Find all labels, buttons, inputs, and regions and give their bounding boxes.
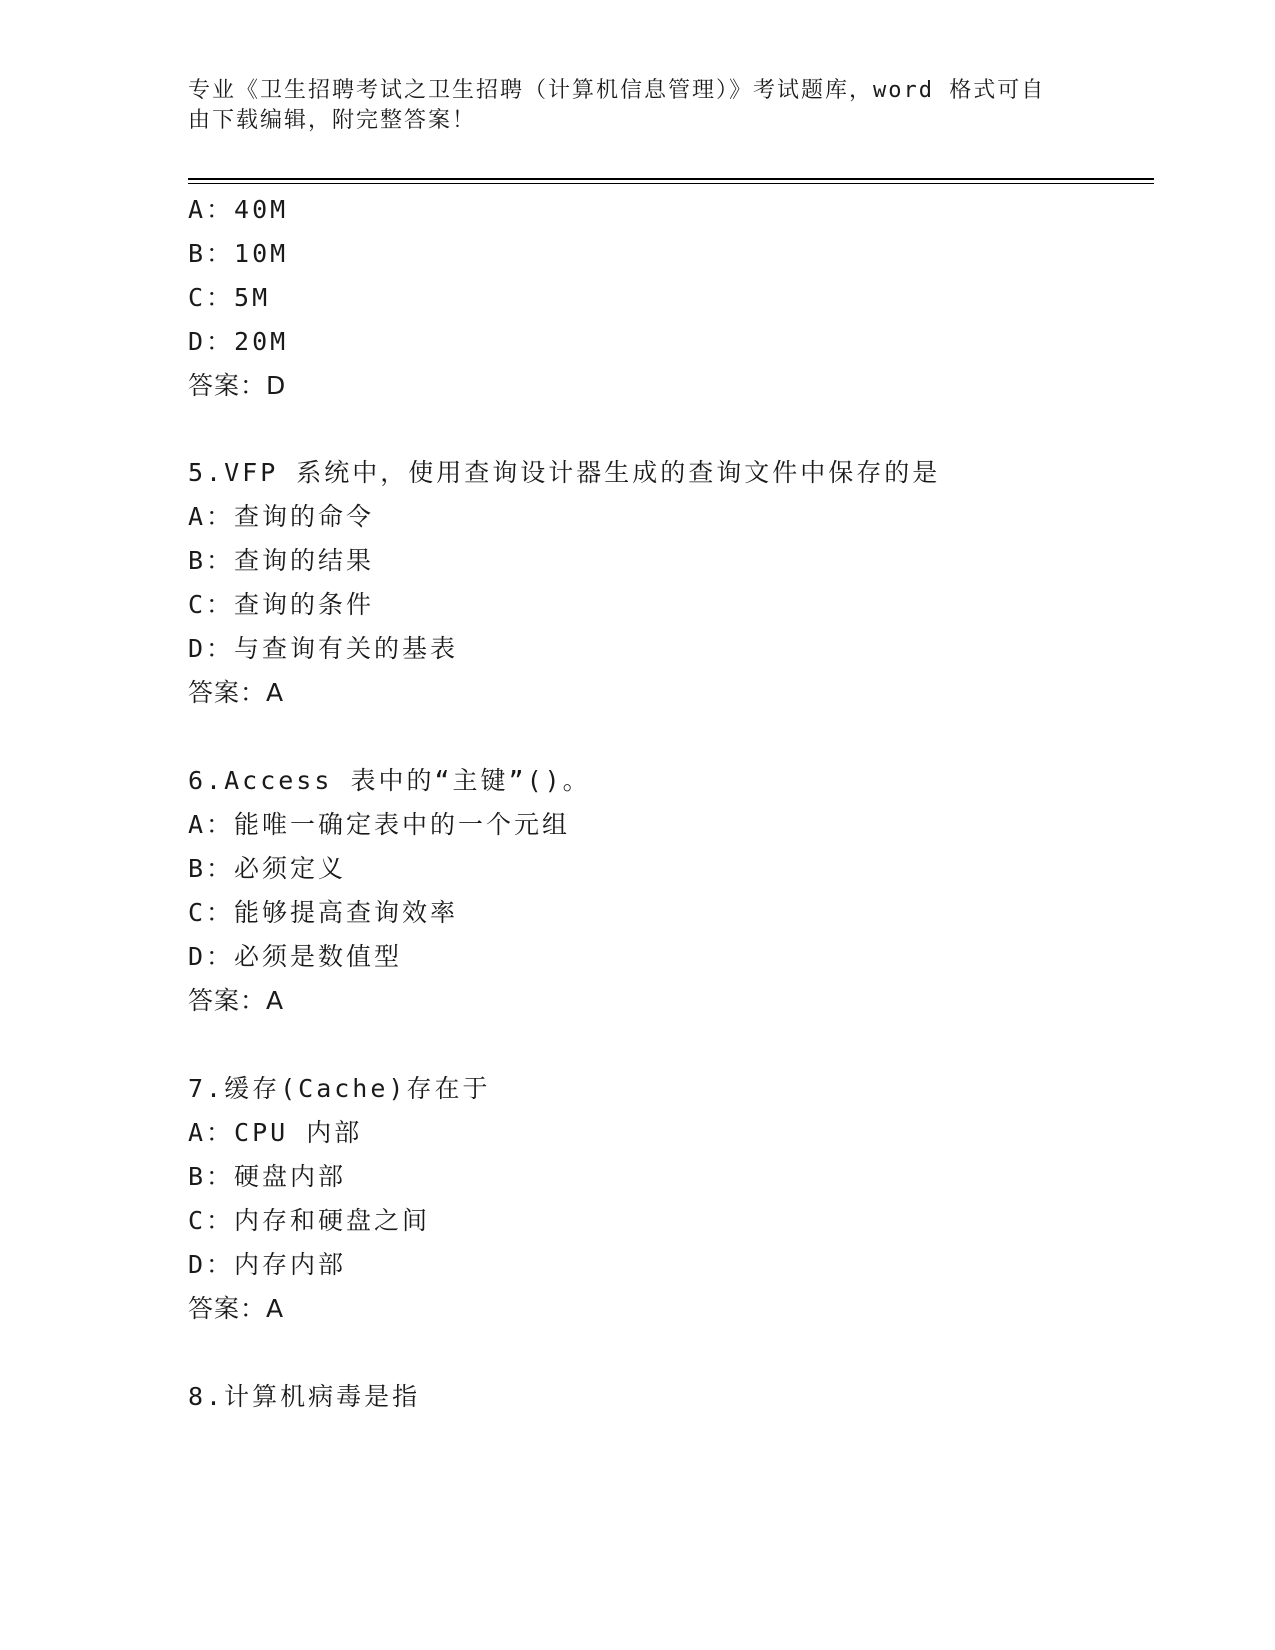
q8-question: 8.计算机病毒是指 [188, 1382, 421, 1411]
header-line-1: 专业《卫生招聘考试之卫生招聘（计算机信息管理）》考试题库，word 格式可自 [188, 78, 1046, 103]
q5-option-b: B：查询的结果 [188, 546, 375, 575]
q7-answer: 答案：A [188, 1294, 285, 1323]
q7-option-c: C：内存和硬盘之间 [188, 1206, 431, 1235]
document-header [188, 76, 1068, 136]
q4-option-c: C：5M [188, 283, 271, 312]
q4-option-a: A：40M [188, 195, 289, 224]
q7-option-a: A：CPU 内部 [188, 1118, 363, 1147]
header-line-2: 由下载编辑，附完整答案！ [188, 108, 477, 133]
header-divider-thin [188, 183, 1154, 184]
q6-option-a: A：能唯一确定表中的一个元组 [188, 810, 571, 839]
header-divider-thick [188, 178, 1154, 180]
q7-question: 7.缓存(Cache)存在于 [188, 1074, 491, 1103]
q4-option-b: B：10M [188, 239, 289, 268]
q6-option-c: C：能够提高查询效率 [188, 898, 459, 927]
q4-answer: 答案：D [188, 371, 287, 400]
q5-question: 5.VFP 系统中，使用查询设计器生成的查询文件中保存的是 [188, 458, 941, 487]
q7-option-d: D：内存内部 [188, 1250, 347, 1279]
q5-option-c: C：查询的条件 [188, 590, 375, 619]
q4-option-d: D：20M [188, 327, 289, 356]
q5-answer: 答案：A [188, 678, 285, 707]
q6-answer: 答案：A [188, 986, 285, 1015]
q6-option-b: B：必须定义 [188, 854, 347, 883]
q6-option-d: D：必须是数值型 [188, 942, 403, 971]
q6-question: 6.Access 表中的“主键”()。 [188, 766, 591, 795]
q5-option-d: D：与查询有关的基表 [188, 634, 459, 663]
q7-option-b: B：硬盘内部 [188, 1162, 347, 1191]
q5-option-a: A：查询的命令 [188, 502, 375, 531]
